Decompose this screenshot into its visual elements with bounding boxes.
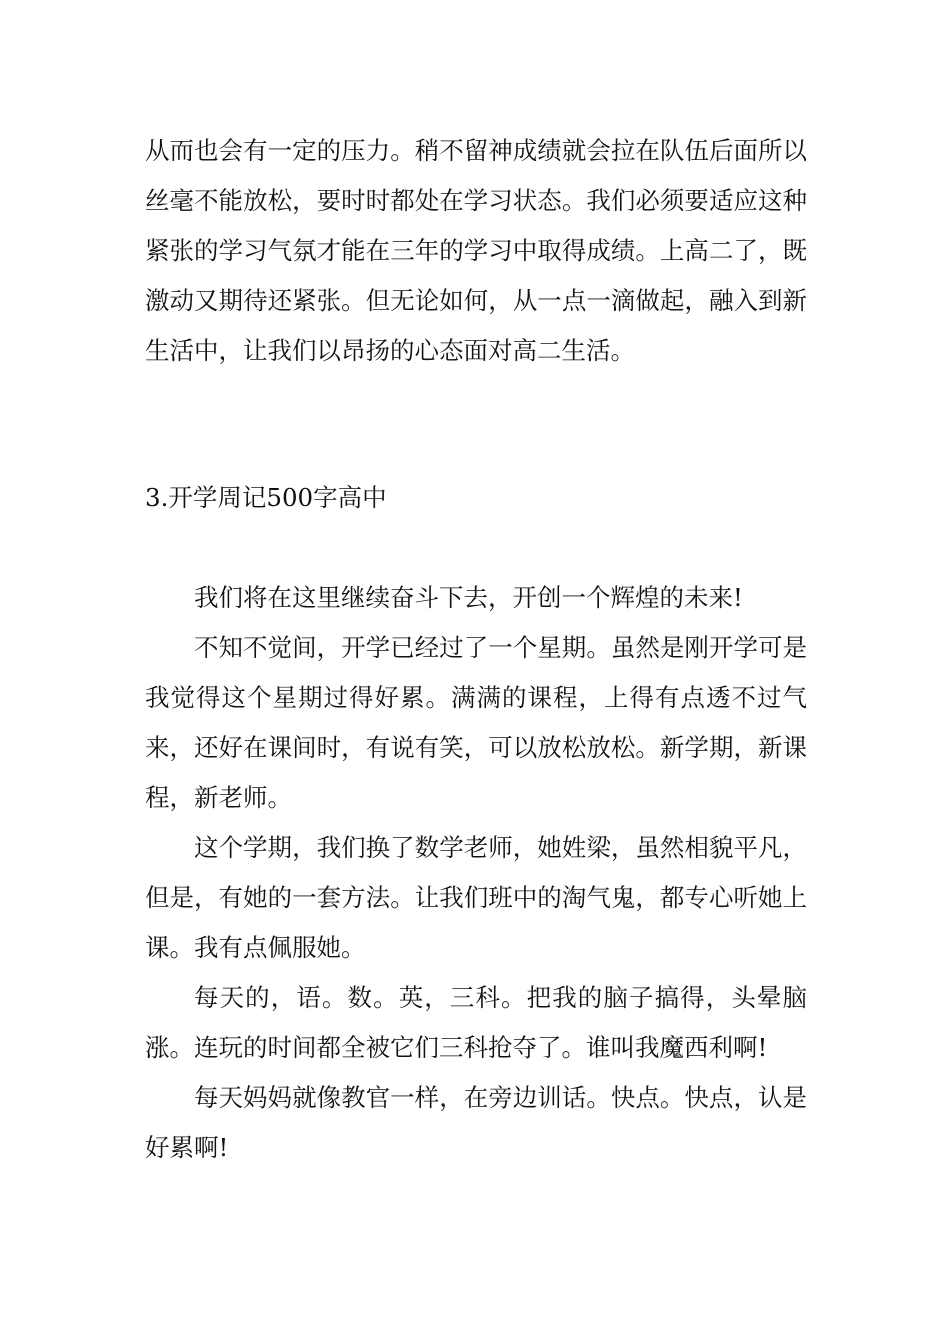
paragraph: 不知不觉间，开学已经过了一个星期。虽然是刚开学可是我觉得这个星期过得好累。满满的课程，上得有点透不过气来，还好在课间时，有说有笑，可以放松放松。新学期，新课程，新老师。: [145, 633, 807, 812]
paragraph: 每天妈妈就像教官一样，在旁边训话。快点。快点，认是好累啊!: [145, 1083, 807, 1162]
paragraph: 我们将在这里继续奋斗下去，开创一个辉煌的未来!: [194, 583, 743, 612]
paragraph: 这个学期，我们换了数学老师，她姓梁，虽然相貌平凡，但是，有她的一套方法。让我们班中的淘气鬼，都专心听她上课。我有点佩服她。: [145, 833, 807, 962]
top-text-block: [145, 126, 807, 376]
section-heading: 3.开学周记500字高中: [145, 483, 387, 512]
paragraph: 每天的，语。数。英，三科。把我的脑子搞得，头晕脑涨。连玩的时间都全被它们三科抢夺了。谁叫我魔西利啊!: [145, 983, 807, 1062]
continued-paragraph: 从而也会有一定的压力。稍不留神成绩就会拉在队伍后面所以丝毫不能放松，要时时都处在学习状态。我们必须要适应这种紧张的学习气氛才能在三年的学习中取得成绩。上高二了，既激动又期待还紧张。但无论如何，从一点一滴做起，融入到新生活中，让我们以昂扬的心态面对高二生活。: [145, 136, 807, 365]
body-text-block: [145, 573, 807, 1173]
